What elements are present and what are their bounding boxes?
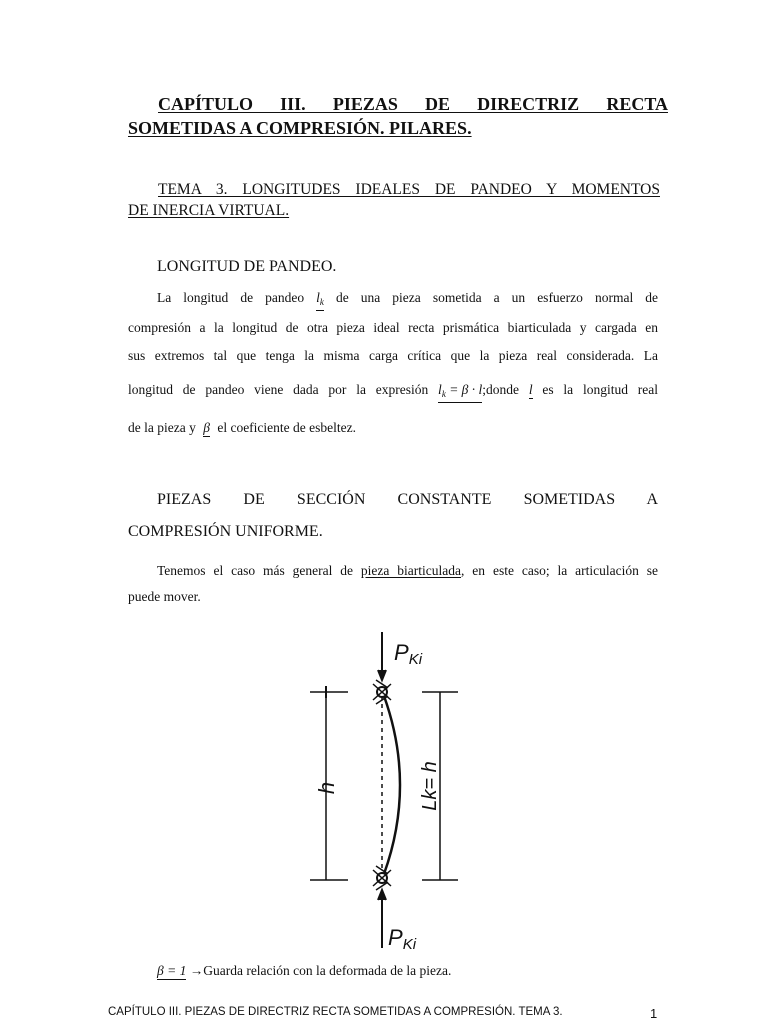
formula-lk: $l_k = \beta \cdot l$ (438, 382, 482, 403)
symbol-lk: $l_k$ (316, 290, 324, 311)
symbol-l: l (528, 382, 533, 397)
paragraph-line: sus extremos tal que tenga la misma carga crítica que la pieza real considerada. La (128, 348, 658, 363)
paragraph-line: Tenemos el caso más general de pieza biarticulada, en este caso; la articulación se (157, 563, 659, 578)
load-top-label: PKi (394, 640, 423, 668)
chapter-title-line2: SOMETIDAS A COMPRESIÓN. PILARES. (128, 118, 472, 138)
topic-title (128, 179, 660, 221)
beta-note (157, 961, 451, 981)
symbol-beta: β (203, 420, 210, 435)
load-bottom-label: PKi (388, 925, 417, 953)
chapter-title (128, 92, 668, 140)
paragraph-line: longitud de pandeo viene dada por la expresión $l_k = \beta$ · l;donde l es la longitud real (128, 380, 658, 403)
topic-title-line2: DE INERCIA VIRTUAL. (128, 202, 290, 219)
topic-title-line1: TEMA 3. LONGITUDES IDEALES DE PANDEO Y MOMENTOS (158, 181, 660, 198)
chapter-title-line1: CAPÍTULO III. PIEZAS DE DIRECTRIZ RECTA (158, 94, 668, 114)
paragraph-line: La longitud de pandeo $l_k$ de una pieza sometida a un esfuerzo normal de (157, 288, 658, 311)
section-heading-longitud: LONGITUD DE PANDEO. (157, 258, 337, 275)
paragraph-line: compresión a la longitud de otra pieza ideal recta prismática biarticulada y cargada en (128, 320, 658, 335)
page-number: 1 (650, 1006, 658, 1021)
paragraph-line: de la pieza y β el coeficiente de esbeltez. (128, 420, 356, 435)
dimension-h-label: h (314, 781, 339, 795)
column-diagram (290, 630, 490, 955)
page-footer: CAPÍTULO III. PIEZAS DE DIRECTRIZ RECTA SOMETIDAS A COMPRESIÓN. TEMA 3. (108, 1006, 563, 1018)
section-heading-piezas-line2: COMPRESIÓN UNIFORME. (128, 523, 323, 540)
beta-note-text: Guarda relación con la deformada de la pieza. (203, 963, 452, 978)
dimension-lk-label: Lk= h (419, 761, 441, 811)
link-pieza-biarticulada: pieza biarticulada (360, 563, 462, 578)
arrow-icon: → (189, 963, 204, 978)
paragraph-line: puede mover. (128, 589, 201, 604)
section-heading-piezas: PIEZAS DE SECCIÓN CONSTANTE SOMETIDAS A (157, 491, 658, 508)
beta-formula: β = 1 (157, 963, 187, 978)
